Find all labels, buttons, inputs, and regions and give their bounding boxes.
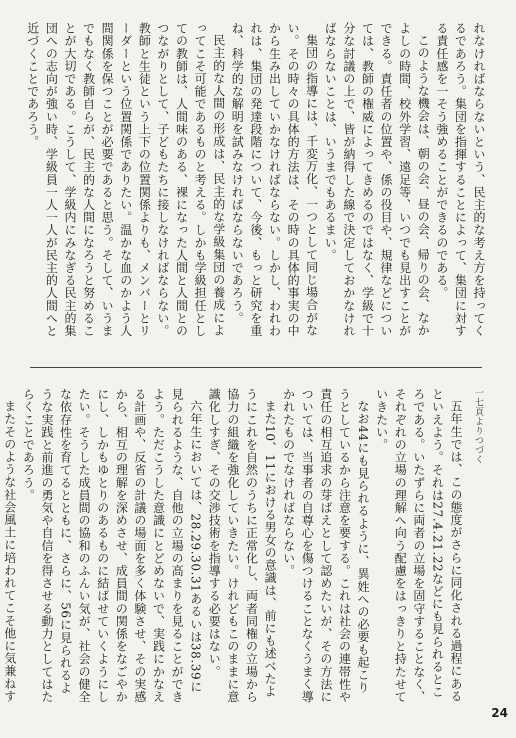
paragraph: 六年生においては、28.29.30.31あるいは38.39に見られるような、自他の立場の高まりを見ることができよう。ただこうした意識にとどめないで、実践にかなえる計画や、反省の計議の場面を多く体験させ、その実感から、相互の理解を深めさせ、成員間の関係をなごやかにし、しかもゆとりのあるものに結ばせていくようにしたい。そうした成員間の協和のふんい気が、社会の健全な依存性を育てるとともに、さらに、56に見られるような実践と前進の勇気や自信を得させる動力としてはたらくことであろう。 bbox=[21, 388, 203, 703]
top-text-section bbox=[16, 22, 488, 344]
page-number: 24 bbox=[491, 706, 508, 720]
paragraph: また10、11における男女の意識は、前にも述べたようにこれを自然のうちに正常化し、両者同権の立場から協力の組織を強化していきたい。けれどもこのままに意識化しすぎ、その交渉技術を指導する必要はない。 bbox=[207, 388, 278, 703]
section-divider bbox=[30, 367, 482, 368]
paragraph: またそのような社会風土に培われてこそ他に気兼ねす bbox=[2, 400, 17, 703]
bottom-text-section bbox=[2, 388, 465, 703]
continuation-marker: 一七頁よりつづく bbox=[473, 388, 483, 464]
paragraph: 五年生では、この態度がさらに同化される過程にあるといえよう。それは27.4.21.22などにも見られるところである。いたずらに両者の立場を固守することなく、それぞれの立場の理解へ向う配慮をはっきりと持たせていきたい。 bbox=[374, 388, 463, 703]
paragraph: なお44にも見られるように、異姓への必要も起こりうとしているから注意を要する。これは社会の連帯性や責任の相互追求の芽ばえとして認めたいが、その方法については、当事者の自尊心を傷つけることなくうまく導かれたものでなければならない。 bbox=[281, 388, 371, 703]
paragraph: 民主的な人間の形成は、民主的な学級集団の養成によってこそ可能であるものと考える。しかも学級担任としての教師は、人間味のある、裸になった人間と人間とのつながりとして、子どもたちに接しなければならない。教師と生徒という上下の位置関係よりも、メンバーとリーダーという位置関係でありたい。温かな血のかよう人間関係を保つことが必要であると思う。そして、いうまでもなく教師自らが、民主的な人間になろうと努めることが大切である。こうして、学級内にみなぎる民主的集団への志向が強い時、学級員一人一人が民主的人間へと近づくことであろう。 bbox=[25, 22, 226, 337]
paragraph: 集団の指導には、千変万化、一つとして同じ場合がない。その時々の具体的方法は、その時の具体的事実の中から生み出していかなければならない。しかし、われわれは、集団の発達段階について、今後、もっと研究を重ね、科学的な解明を試みなければならないであろう。 bbox=[230, 22, 319, 337]
paragraph: このような機会は、朝の会、昼の会、帰りの会、なかよしの時間、校外学習、遠足等、いつでも見出すことができる。責任者の位置や、係の役目や、規律などについては、教師の権威によってきめるのではなく、学級で十分な討議の上で、皆が納得した線で決定しておかなければならないことは、いうまでもあるまい。 bbox=[323, 22, 431, 337]
paragraph: れなければならないという、民主的な考え方を持ってくるであろう。集団を指揮することによって、集団に対する責任感を一そう強めることができるのである。 bbox=[434, 22, 486, 337]
